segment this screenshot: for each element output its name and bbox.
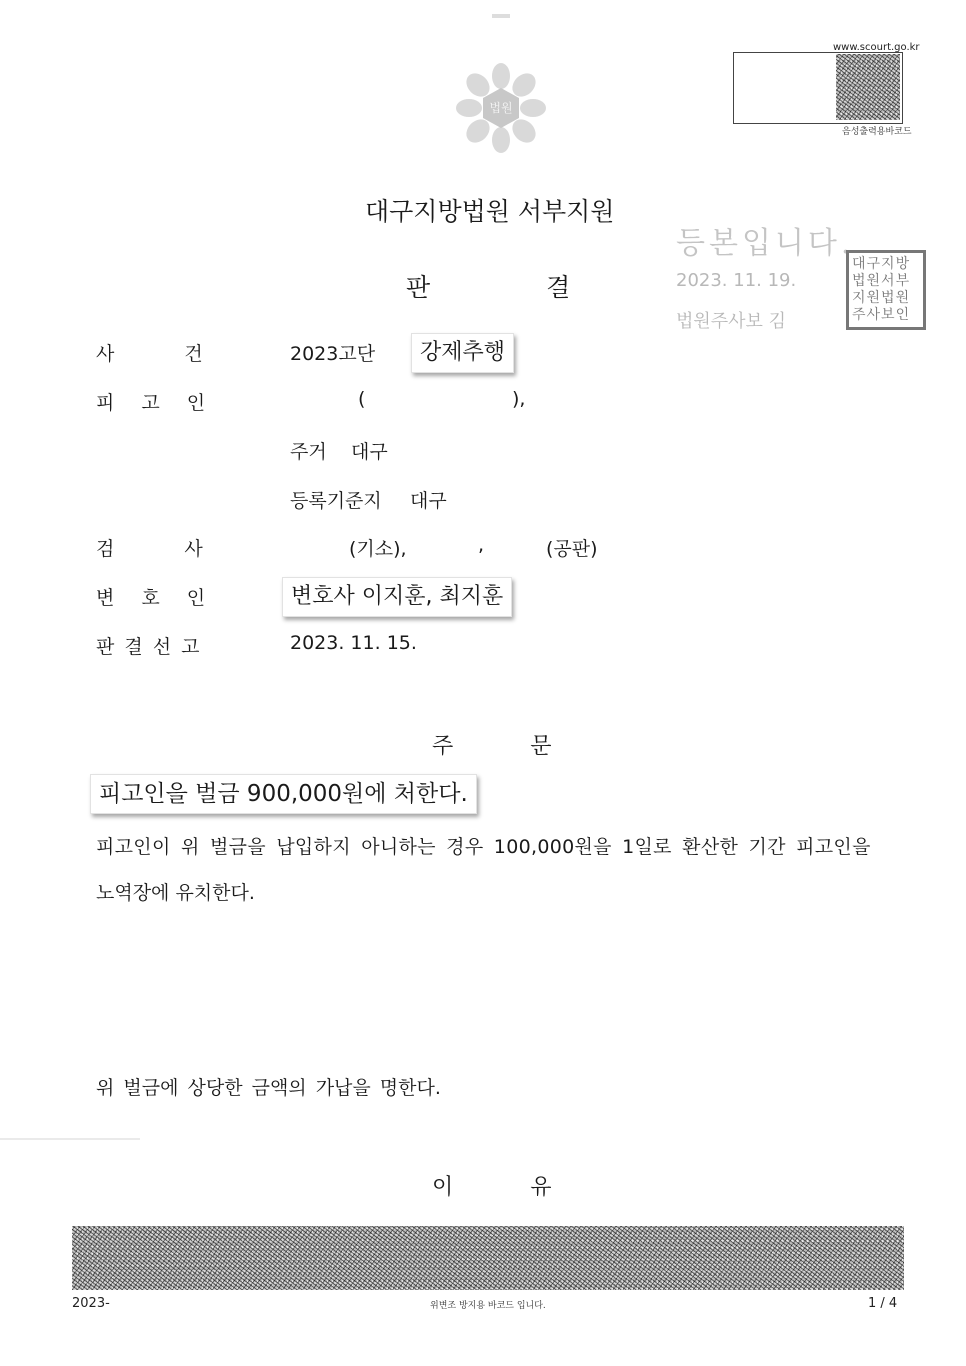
prosecutor-indictment: (기소), xyxy=(349,538,407,560)
court-emblem xyxy=(455,62,547,154)
footer-case-ref: 2023- xyxy=(72,1296,110,1311)
defendant-label: 피 고 인 xyxy=(96,392,206,414)
registry-value: 대구 xyxy=(410,490,447,512)
scan-speck xyxy=(492,14,510,18)
copy-stamp-officer: 법원주사보 김 xyxy=(676,311,787,332)
scan-line xyxy=(0,1138,140,1140)
barcode-caption: 음성출력용바코드 xyxy=(842,127,912,137)
footer-notice: 위변조 방지용 바코드 입니다. xyxy=(430,1301,546,1311)
court-name: 대구지방법원 서부지원 xyxy=(365,197,615,226)
residence-label: 주거 xyxy=(290,441,327,463)
defendant-paren-close: ), xyxy=(512,388,526,410)
reason-heading: 이 유 xyxy=(432,1175,552,1200)
anti-forgery-barcode xyxy=(72,1226,904,1290)
defendant-paren-open: ( xyxy=(358,388,366,410)
case-name-box: 강제추행 xyxy=(411,333,514,373)
case-number: 2023고단 xyxy=(290,343,376,365)
registry-label: 등록기준지 xyxy=(290,490,382,512)
document-title: 판 결 xyxy=(406,273,571,302)
emblem-text: 법원 xyxy=(489,101,513,115)
verification-barcode xyxy=(836,54,900,120)
counsel-box: 변호사 이지훈, 최지훈 xyxy=(282,577,512,617)
prosecutor-separator: , xyxy=(478,534,485,556)
site-url: www.scourt.go.kr xyxy=(833,42,920,53)
verdict-date: 2023. 11. 15. xyxy=(290,632,417,654)
provisional-payment: 위 벌금에 상당한 금액의 가납을 명한다. xyxy=(96,1077,441,1099)
order-heading: 주 문 xyxy=(432,734,552,759)
fine-box: 피고인을 벌금 900,000원에 처한다. xyxy=(90,774,477,814)
court-seal-text: 대구지방법원서부지원법원주사보인 xyxy=(852,256,911,323)
detention-line-2: 노역장에 유치한다. xyxy=(96,882,255,904)
court-seal xyxy=(846,250,926,330)
copy-stamp-title: 등본입니다. xyxy=(676,226,855,261)
page-number: 1 / 4 xyxy=(868,1296,898,1311)
residence-value: 대구 xyxy=(351,441,388,463)
detention-line-1: 피고인이 위 벌금을 납입하지 아니하는 경우 100,000원을 1일로 환산한 기간 피고인을 xyxy=(96,836,871,858)
prosecutor-label: 검 사 xyxy=(96,538,203,560)
copy-stamp-date: 2023. 11. 19. xyxy=(676,270,797,291)
prosecutor-trial: (공판) xyxy=(546,538,598,560)
case-label: 사 건 xyxy=(96,343,203,365)
counsel-label: 변 호 인 xyxy=(96,587,206,609)
verdict-date-label: 판 결 선 고 xyxy=(96,636,200,658)
